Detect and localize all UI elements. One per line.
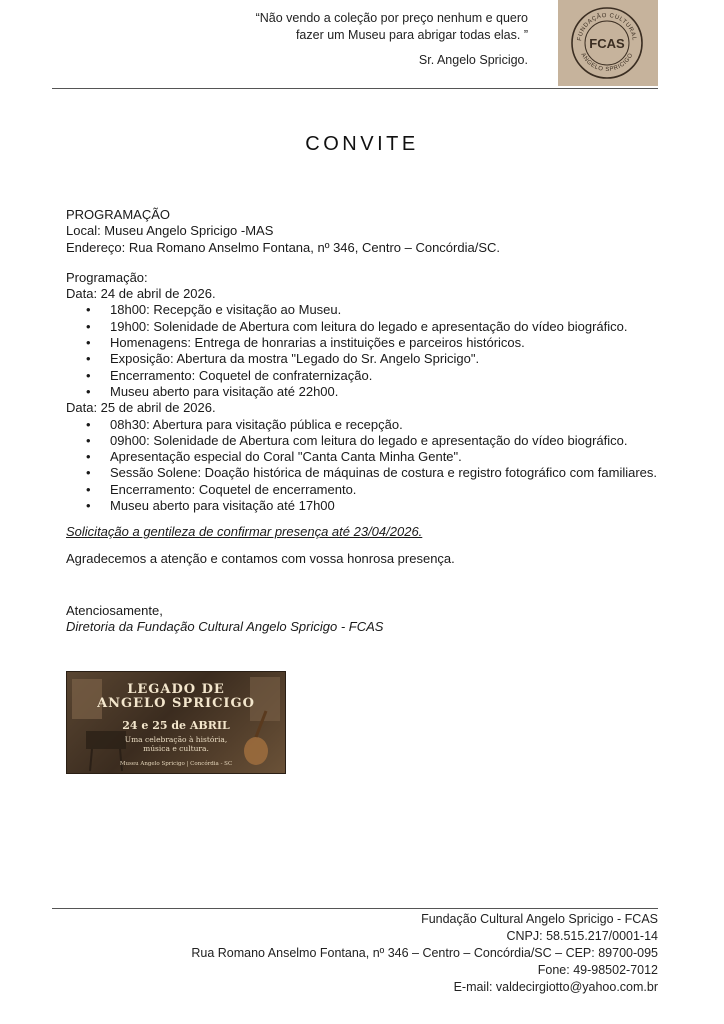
list-item: • Homenagens: Entrega de honrarias a instituições e parceiros históricos. <box>110 335 666 351</box>
thanks-line: Agradecemos a atenção e contamos com vossa honrosa presença. <box>66 550 455 566</box>
banner-title-line1: LEGADO DE <box>127 682 225 697</box>
list-item: • Exposição: Abertura da mostra "Legado do Sr. Angelo Spricigo". <box>110 351 666 367</box>
list-item: • Encerramento: Coquetel de confraternização. <box>110 368 666 384</box>
rsvp-notice: Solicitação a gentileza de confirmar presença até 23/04/2026. <box>66 524 423 540</box>
day1-list <box>66 302 666 400</box>
list-item: • 08h30: Abertura para visitação pública e recepção. <box>110 417 666 433</box>
footer-cnpj: CNPJ: 58.515.217/0001-14 <box>506 929 658 943</box>
footer-email: E-mail: valdecirgiotto@yahoo.com.br <box>453 980 658 994</box>
quote-line-1: “Não vendo a coleção por preço nenhum e quero <box>255 11 528 25</box>
day2-list <box>66 417 666 515</box>
venue-line: Local: Museu Angelo Spricigo -MAS <box>66 223 274 239</box>
list-item: • Museu aberto para visitação até 17h00 <box>110 498 666 514</box>
closing-greeting: Atenciosamente, <box>66 602 163 618</box>
list-item: • Museu aberto para visitação até 22h00. <box>110 384 666 400</box>
quote-line-2: fazer um Museu para abrigar todas elas. ” <box>295 28 528 42</box>
schedule-label: Programação: <box>66 269 148 285</box>
banner-subtitle-line2: música e cultura. <box>143 744 209 753</box>
fcas-seal-icon <box>570 6 644 80</box>
footer <box>58 911 658 996</box>
banner-title <box>66 683 286 711</box>
footer-org: Fundação Cultural Angelo Spricigo - FCAS <box>421 912 658 926</box>
footer-divider <box>52 908 658 909</box>
banner-dates: 24 e 25 de ABRIL <box>122 719 230 732</box>
banner-subtitle-line1: Uma celebração à história, <box>124 735 228 744</box>
svg-text:ANGELO SPRICIGO <box>579 52 634 73</box>
logo-ring-top-text: FUNDAÇÃO CULTURAL <box>577 12 637 42</box>
list-item: • 09h00: Solenidade de Abertura com leitura do legado e apresentação do vídeo biográfico. <box>110 433 666 449</box>
page-title: CONVITE <box>305 133 419 155</box>
header-quote <box>188 10 528 69</box>
closing-signature: Diretoria da Fundação Cultural Angelo Spricigo - FCAS <box>66 619 384 635</box>
banner-subtitle <box>66 735 286 753</box>
invitation-body <box>66 207 666 636</box>
list-item: • 18h00: Recepção e visitação ao Museu. <box>110 302 666 318</box>
list-item: • Sessão Solene: Doação histórica de máquinas de costura e registro fotográfico com familiares. <box>110 465 666 481</box>
event-banner-image <box>66 671 286 774</box>
logo-ring-bottom-text: ANGELO SPRICIGO <box>579 52 635 74</box>
address-line: Endereço: Rua Romano Anselmo Fontana, nº 346, Centro – Concórdia/SC. <box>66 239 500 255</box>
footer-phone: Fone: 49-98502-7012 <box>537 963 658 977</box>
section-heading: PROGRAMAÇÃO <box>66 207 171 222</box>
footer-address: Rua Romano Anselmo Fontana, nº 346 – Centro – Concórdia/SC – CEP: 89700-095 <box>191 946 658 960</box>
logo-initials: FCAS <box>589 36 625 51</box>
header-divider <box>52 88 658 89</box>
quote-author: Sr. Angelo Spricigo. <box>418 53 528 67</box>
banner-footer: Museu Angelo Spricigo | Concórdia - SC <box>119 761 233 767</box>
list-item: • 19h00: Solenidade de Abertura com leitura do legado e apresentação do vídeo biográfico. <box>110 319 666 335</box>
list-item: • Encerramento: Coquetel de encerramento. <box>110 482 666 498</box>
list-item: • Apresentação especial do Coral "Canta Canta Minha Gente". <box>110 449 666 465</box>
day2-date: Data: 25 de abril de 2026. <box>66 400 216 416</box>
banner-title-line2: ANGELO SPRICIGO <box>97 696 255 711</box>
fcas-logo <box>558 0 658 86</box>
day1-date: Data: 24 de abril de 2026. <box>66 286 216 302</box>
